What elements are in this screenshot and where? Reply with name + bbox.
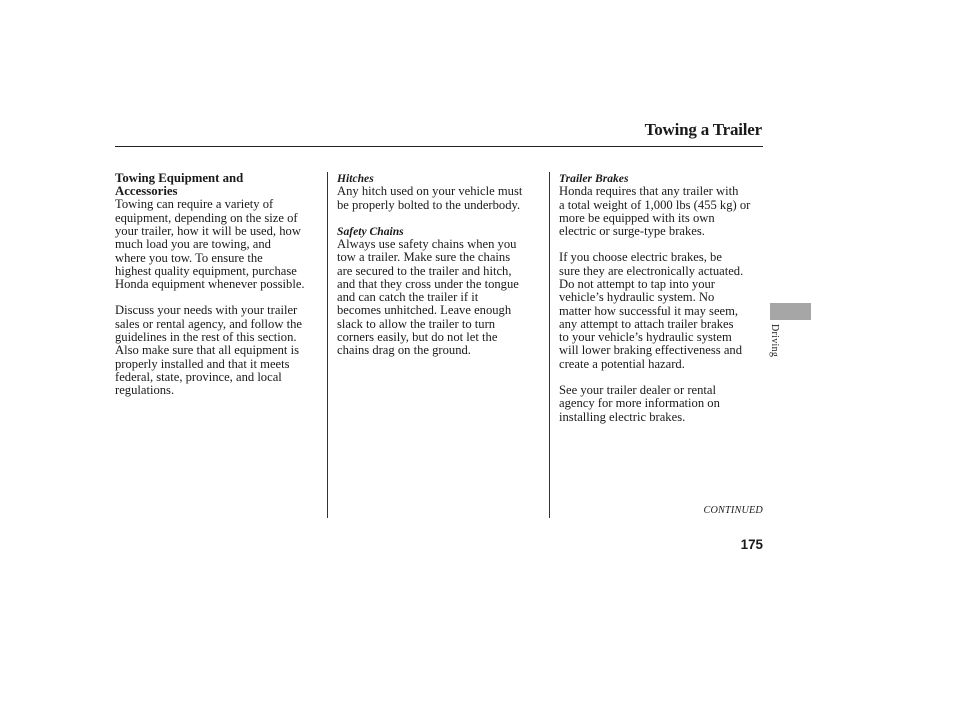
paragraph-gap	[337, 212, 545, 225]
page-number: 175	[740, 537, 763, 552]
section-heading-line-1: Towing Equipment and	[115, 171, 244, 185]
text-line: and can catch the trailer if it	[337, 290, 479, 305]
text-line: If you choose electric brakes, be	[559, 250, 722, 265]
text-line: agency for more information on	[559, 396, 720, 411]
text-line: be properly bolted to the underbody.	[337, 197, 521, 212]
text-line: and that they cross under the tongue	[337, 276, 519, 291]
paragraph-electric-brakes	[559, 251, 765, 371]
paragraph-safety-chains	[337, 238, 545, 358]
text-line: guidelines in the rest of this section.	[115, 330, 297, 345]
text-line: are secured to the trailer and hitch,	[337, 263, 512, 278]
paragraph-equipment	[115, 198, 325, 291]
text-line: becomes unhitched. Leave enough	[337, 303, 512, 318]
safety-chains-heading: Safety Chains	[337, 224, 404, 238]
text-line: electric or surge-type brakes.	[559, 224, 705, 239]
text-line: Honda equipment whenever possible.	[115, 277, 305, 292]
text-line: slack to allow the trailer to turn	[337, 316, 496, 331]
text-line: corners easily, but do not let the	[337, 330, 498, 345]
section-heading-line-2: Accessories	[115, 184, 178, 199]
text-line: Also make sure that all equipment is	[115, 343, 299, 358]
text-line: your trailer, how it will be used, how	[115, 224, 301, 238]
text-line: vehicle’s hydraulic system. No	[559, 290, 715, 305]
text-line: equipment, depending on the size of	[115, 210, 298, 225]
text-line: create a potential hazard.	[559, 356, 685, 371]
column-divider	[327, 172, 328, 518]
paragraph-dealer-info	[559, 384, 765, 424]
text-line: matter how successful it may seem,	[559, 303, 739, 318]
column-divider	[549, 172, 550, 518]
text-line: Honda requires that any trailer with	[559, 184, 739, 199]
text-line: highest quality equipment, purchase	[115, 263, 297, 278]
text-line: much load you are towing, and	[115, 237, 271, 252]
text-line: Always use safety chains when you	[337, 237, 517, 251]
text-line: federal, state, province, and local	[115, 369, 282, 384]
text-line: Do not attempt to tap into your	[559, 276, 716, 291]
text-line: Towing can require a variety of	[115, 197, 274, 212]
text-line: properly installed and that it meets	[115, 356, 290, 371]
text-line: installing electric brakes.	[559, 409, 686, 424]
continued-label: CONTINUED	[703, 505, 763, 516]
trailer-brakes-heading: Trailer Brakes	[559, 172, 629, 185]
text-line: sales or rental agency, and follow the	[115, 316, 302, 331]
text-line: tow a trailer. Make sure the chains	[337, 250, 511, 265]
text-line: a total weight of 1,000 lbs (455 kg) or	[559, 197, 751, 212]
text-line: Any hitch used on your vehicle must	[337, 184, 523, 199]
column-trailer-brakes	[559, 172, 765, 424]
text-line: will lower braking effectiveness and	[559, 343, 743, 358]
column-towing-equipment	[115, 172, 325, 398]
text-line: to your vehicle’s hydraulic system	[559, 330, 732, 345]
text-line: more be equipped with its own	[559, 210, 715, 225]
page-title: Towing a Trailer	[644, 120, 762, 139]
section-tab[interactable]	[770, 303, 811, 320]
text-line: sure they are electronically actuated.	[559, 263, 744, 278]
section-label: Driving	[769, 324, 780, 358]
text-line: any attempt to attach trailer brakes	[559, 316, 734, 331]
paragraph-discuss-needs	[115, 304, 325, 397]
text-line: regulations.	[115, 383, 175, 398]
hitches-heading: Hitches	[337, 172, 374, 185]
column-hitches-chains	[337, 172, 545, 358]
text-line: See your trailer dealer or rental	[559, 383, 716, 398]
text-line: Discuss your needs with your trailer	[115, 303, 298, 318]
paragraph-hitches	[337, 185, 545, 212]
title-rule	[115, 146, 763, 147]
paragraph-brake-requirement	[559, 185, 765, 238]
text-line: chains drag on the ground.	[337, 343, 471, 358]
text-line: where you tow. To ensure the	[115, 250, 263, 265]
